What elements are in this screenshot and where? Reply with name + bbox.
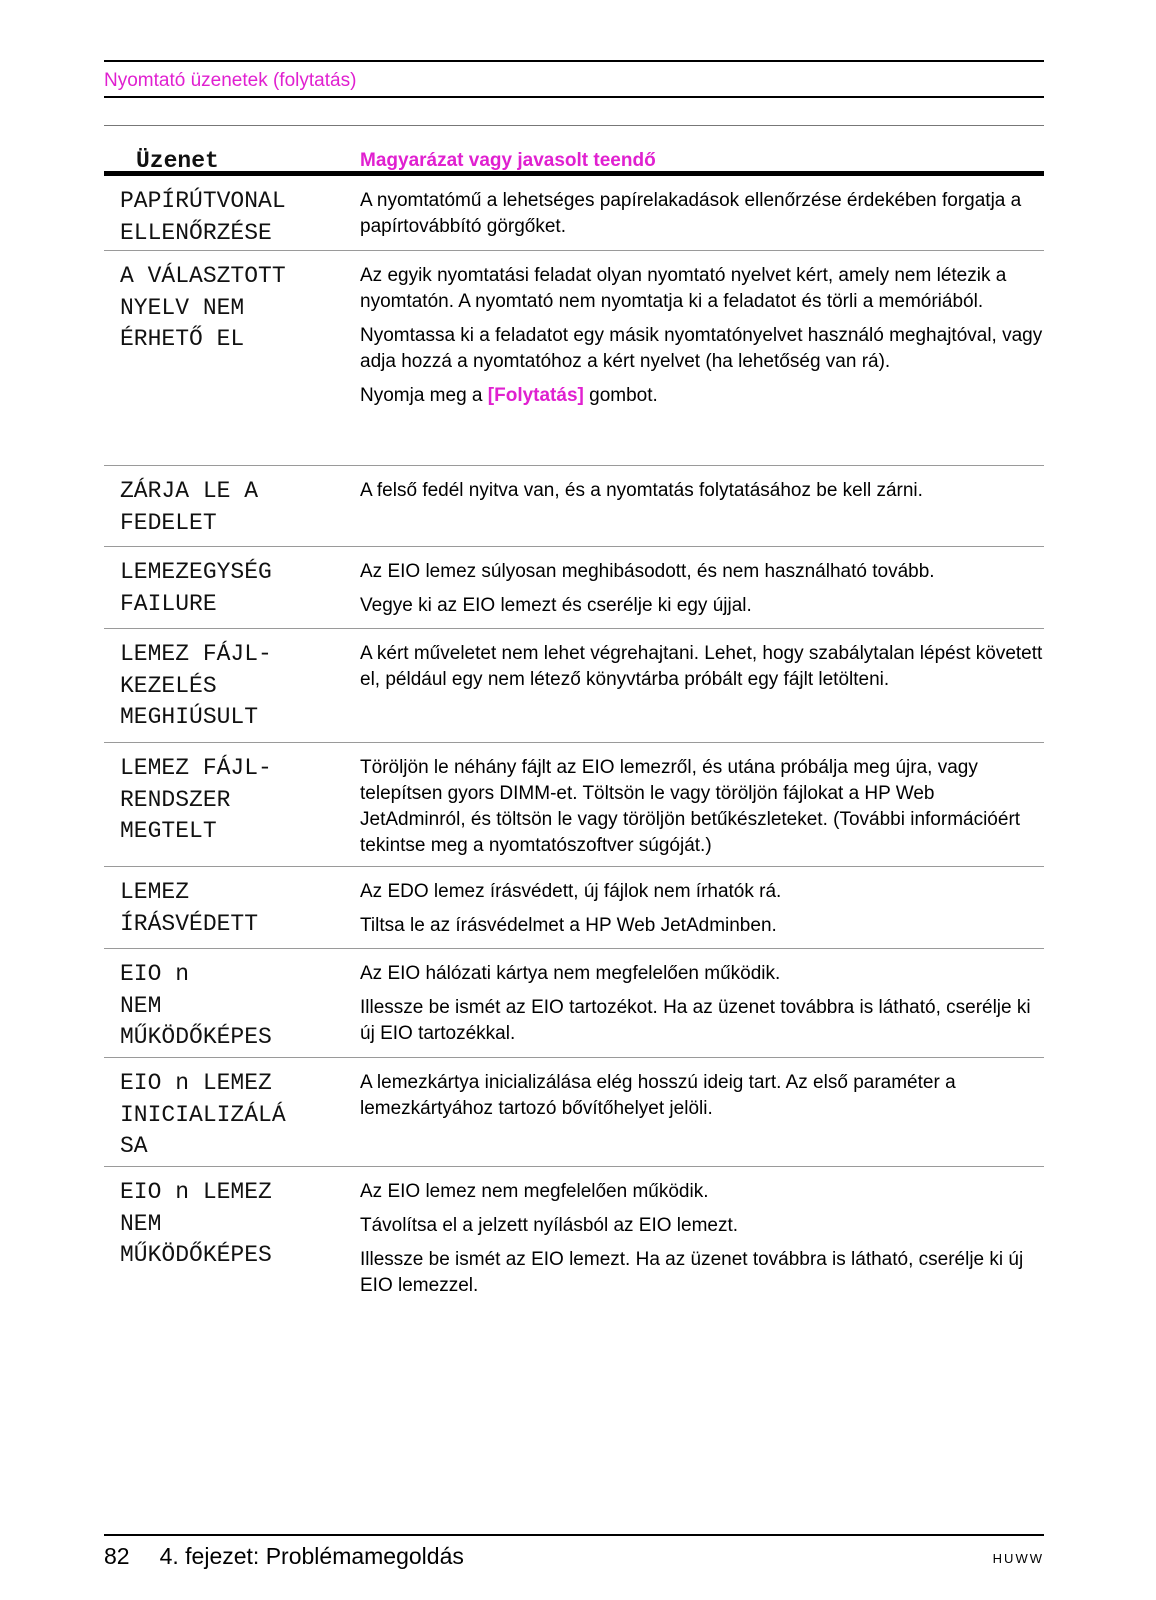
explanation-paragraph: Illessze be ismét az EIO tartozékot. Ha az üzenet továbbra is látható, cserélje ki új EIO tartozékkal. [360, 997, 1031, 1044]
column-header-message: Üzenet [136, 148, 219, 174]
printer-message: LEMEZ FÁJL- KEZELÉS MEGHIÚSULT [120, 641, 272, 730]
explanation-paragraph: Illessze be ismét az EIO lemezt. Ha az üzenet továbbra is látható, cserélje ki új EIO lemezzel. [360, 1249, 1024, 1296]
text-run: Nyomja meg a [360, 385, 488, 406]
message-table [104, 176, 1044, 1307]
table-row [104, 1058, 1044, 1167]
explanation [360, 1058, 1044, 1166]
explanation [360, 176, 1044, 250]
table-row [104, 949, 1044, 1058]
table-row [104, 629, 1044, 743]
table-row [104, 1167, 1044, 1307]
explanation [360, 949, 1044, 1057]
explanation-paragraph: A kért műveletet nem lehet végrehajtani. Lehet, hogy szabálytalan lépést követett el, például egy nem létező könyvtárba próbált egy fájlt letölteni. [360, 643, 1043, 690]
explanation-paragraph [360, 383, 1044, 409]
text-run: gombot. [583, 385, 658, 406]
header-top-rule [104, 60, 1044, 62]
explanation [360, 1167, 1044, 1307]
chapter-title: 4. fejezet: Problémamegoldás [159, 1543, 464, 1569]
explanation [360, 629, 1044, 742]
explanation-paragraph: A lemezkártya inicializálása elég hosszú ideig tart. Az első paraméter a lemezkártyához tartozó bővítőhelyet jelöli. [360, 1072, 956, 1119]
printer-message: EIO n LEMEZ NEM MŰKÖDŐKÉPES [120, 1179, 272, 1268]
explanation-paragraph: Nyomtassa ki a feladatot egy másik nyomtatónyelvet használó meghajtóval, vagy adja hozzá a nyomtatóhoz a kért nyelvet (ha lehetőség van rá). [360, 325, 1043, 372]
document-code: HUWW [992, 1551, 1044, 1566]
explanation-paragraph: Az egyik nyomtatási feladat olyan nyomtató nyelvet kért, amely nem létezik a nyomtatón. A nyomtató nem nyomtatja ki a feladatot és törli a memóriából. [360, 265, 1007, 312]
printer-message: LEMEZ ÍRÁSVÉDETT [120, 879, 259, 937]
column-header-explanation: Magyarázat vagy javasolt teendő [360, 150, 656, 171]
explanation-paragraph: Tiltsa le az írásvédelmet a HP Web JetAdminben. [360, 915, 777, 936]
continue-key-name: [Folytatás] [487, 385, 584, 406]
table-row [104, 867, 1044, 949]
explanation-paragraph: Az EIO lemez súlyosan meghibásodott, és nem használható tovább. [360, 561, 935, 582]
printer-message: EIO n LEMEZ INICIALIZÁLÁ SA [120, 1070, 286, 1159]
table-row [104, 466, 1044, 547]
explanation-paragraph: A nyomtatómű a lehetséges papírelakadások ellenőrzése érdekében forgatja a papírtovábbító görgőket. [360, 190, 1022, 237]
explanation [360, 743, 1044, 866]
printer-message: A VÁLASZTOTT NYELV NEM ÉRHETŐ EL [120, 263, 286, 352]
explanation-paragraph: Az EIO hálózati kártya nem megfelelően működik. [360, 963, 781, 984]
document-page [104, 0, 1044, 1600]
table-row [104, 251, 1044, 466]
explanation [360, 251, 1044, 465]
header-bottom-rule [104, 96, 1044, 98]
section-title: Nyomtató üzenetek (folytatás) [104, 70, 357, 91]
footer-rule [104, 1534, 1044, 1536]
table-row [104, 743, 1044, 867]
explanation [360, 547, 1044, 628]
explanation [360, 867, 1044, 948]
printer-message: ZÁRJA LE A FEDELET [120, 478, 259, 536]
table-row [104, 547, 1044, 629]
footer-left [104, 1543, 464, 1570]
printer-message: PAPÍRÚTVONAL ELLENŐRZÉSE [120, 188, 286, 246]
explanation-paragraph: Töröljön le néhány fájlt az EIO lemezről, és utána próbálja meg újra, vagy telepítsen gyors DIMM-et. Töltsön le vagy töröljön fájlokat a HP Web JetAdminról, és töltsön le vagy töröljön betűkészleteket. (További információért tekintse meg a nyomtatószoftver súgóját.) [360, 757, 1021, 856]
explanation-paragraph: Az EDO lemez írásvédett, új fájlok nem írhatók rá. [360, 881, 782, 902]
table-top-rule [104, 125, 1044, 126]
explanation-paragraph: Vegye ki az EIO lemezt és cserélje ki egy újjal. [360, 595, 752, 616]
printer-message: LEMEZEGYSÉG FAILURE [120, 559, 272, 617]
explanation-paragraph: Távolítsa el a jelzett nyílásból az EIO lemezt. [360, 1215, 739, 1236]
explanation-paragraph: A felső fedél nyitva van, és a nyomtatás folytatásához be kell zárni. [360, 480, 923, 501]
explanation-paragraph: Az EIO lemez nem megfelelően működik. [360, 1181, 709, 1202]
printer-message: LEMEZ FÁJL- RENDSZER MEGTELT [120, 755, 272, 844]
page-number: 82 [104, 1543, 130, 1569]
explanation [360, 466, 1044, 546]
table-row [104, 176, 1044, 251]
printer-message: EIO n NEM MŰKÖDŐKÉPES [120, 961, 272, 1050]
